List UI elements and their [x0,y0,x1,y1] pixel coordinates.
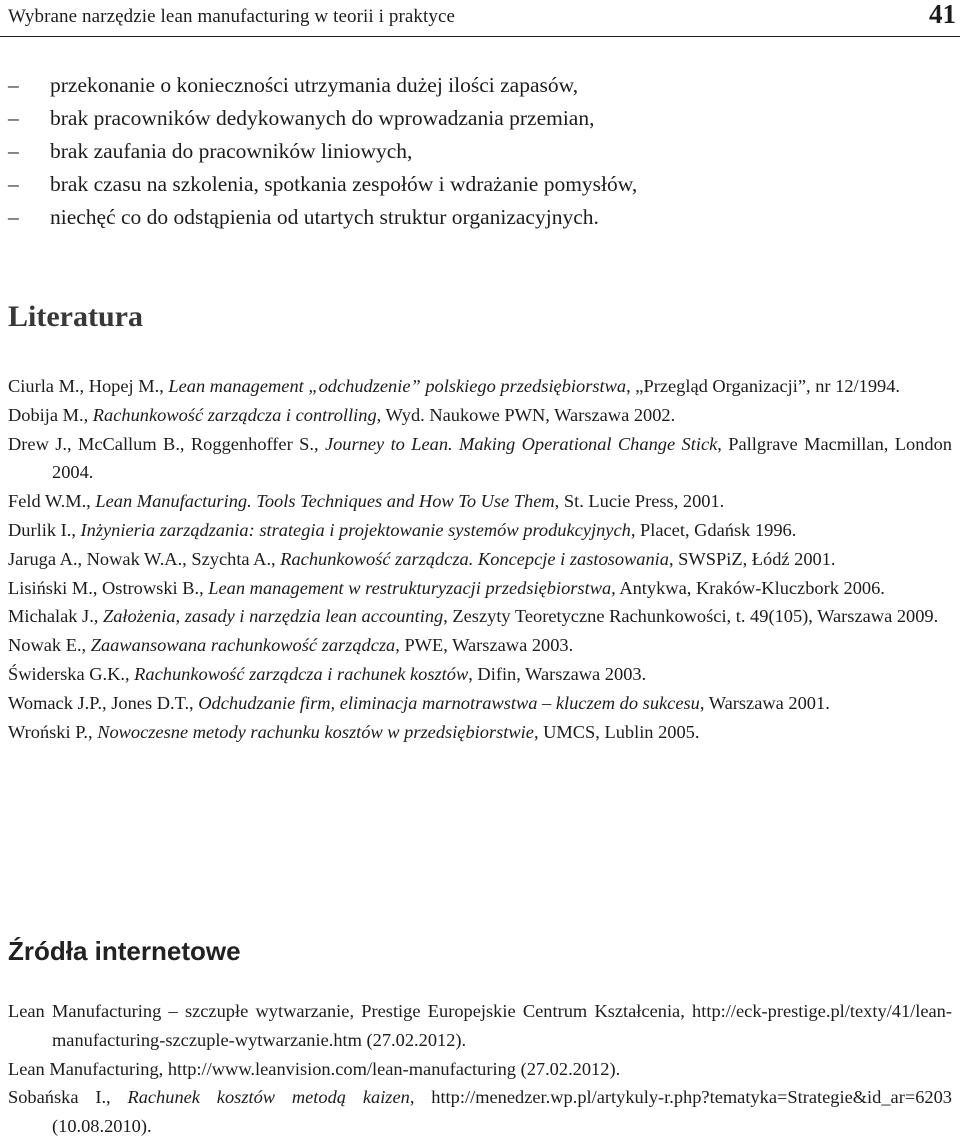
reference-title: Rachunkowość zarządcza. Koncepcje i zastosowania [280,548,669,569]
literatura-list [0,372,960,746]
reference-title: Rachunkowość zarządcza i controlling [92,404,377,425]
bullet-list [0,73,960,238]
reference-text: Ciurla M., Hopej M., [8,376,169,396]
reference-text: Lisiński M., Ostrowski B., [8,577,209,598]
reference-title: Rachunek kosztów metodą kaizen [127,1087,410,1108]
reference-text: , SWSPiZ, Łódź 2001. [668,548,836,569]
reference-text: Womack J.P., Jones D.T., [8,692,199,713]
reference-text: , Placet, Gdańsk 1996. [630,519,797,540]
bullet-item [0,172,960,205]
reference-text: Nowak E., [8,635,91,656]
reference-text: Drew J., McCallum B., Roggenhoffer S., [8,433,325,454]
reference-text: Świderska G.K., [8,663,135,684]
reference-text: Durlik I., [8,519,81,540]
zrodla-heading: Źródła internetowe [8,936,241,966]
reference-text: , Wyd. Naukowe PWN, Warszawa 2002. [376,404,676,425]
reference-title: Inżynieria zarządzania: strategia i projektowanie systemów produkcyjnych [80,519,631,540]
reference-title: Lean management w restrukturyzacji przedsiębiorstwa, [208,577,616,598]
bullet-text: przekonanie o konieczności utrzymania dużej ilości zapasów, [50,73,579,97]
reference-entry [0,689,960,718]
reference-text: , Pallgrave Macmillan, London 2004. [52,433,952,483]
bullet-text: niechęć co do odstąpienia od utartych struktur organizacyjnych. [50,205,599,229]
reference-text: Jaruga A., Nowak W.A., Szychta A., [8,548,281,569]
reference-entry [0,631,960,660]
bullet-item [0,205,960,238]
reference-title: Nowoczesne metody rachunku kosztów w przedsiębiorstwie [97,721,534,742]
reference-entry [0,574,960,603]
bullet-item [0,106,960,139]
reference-text: , UMCS, Lublin 2005. [533,721,700,742]
reference-text: , Difin, Warszawa 2003. [468,663,647,684]
reference-title: Journey to Lean. Making Operational Change Stick [324,433,718,454]
reference-entry [0,487,960,516]
reference-text: , Zeszyty Teoretyczne Rachunkowości, t. 49(105), Warszawa 2009. [443,606,939,627]
reference-entry [0,602,960,631]
reference-text: Lean Manufacturing, http://www.leanvision.com/lean-manufacturing (27.02.2012). [8,1058,621,1079]
bullet-text: brak zaufania do pracowników liniowych, [50,139,413,163]
reference-entry [0,430,960,488]
reference-text: Michalak J., [8,606,103,627]
reference-entry [0,372,960,401]
bullet-item [0,73,960,106]
reference-text: , St. Lucie Press, 2001. [554,491,725,512]
zrodla-list [0,997,960,1141]
bullet-dash: – [8,205,19,229]
reference-text: Wroński P., [8,721,98,742]
reference-text: Lean Manufacturing – szczupłe wytwarzanie, Prestige Europejskie Centrum Kształcenia, http://eck-prestige.pl/texty/41/lean-manufacturing-szczuple-wytwarzanie.htm (27.02.2012). [8,1001,952,1050]
reference-text: Sobańska I., [8,1087,128,1108]
bullet-dash: – [8,106,19,130]
reference-title: Założenia, zasady i narzędzia lean accounting [103,606,444,627]
reference-text: , PWE, Warszawa 2003. [395,635,574,656]
reference-entry [0,545,960,574]
reference-title: Zaawansowana rachunkowość zarządcza [90,635,396,656]
reference-entry [0,516,960,545]
bullet-text: brak pracowników dedykowanych do wprowadzania przemian, [50,106,595,130]
reference-title: Lean management „odchudzenie” polskiego przedsiębiorstwa [168,376,627,396]
reference-entry [0,1055,960,1084]
running-title: Wybrane narzędzie lean manufacturing w teorii i praktyce [8,6,456,27]
reference-text: Feld W.M., [8,491,96,512]
bullet-item [0,139,960,172]
reference-title: Lean Manufacturing. Tools Techniques and How To Use Them [95,491,555,512]
bullet-text: brak czasu na szkolenia, spotkania zespołów i wdrażanie pomysłów, [50,172,638,196]
reference-entry [0,718,960,747]
reference-entry [0,997,960,1055]
reference-text: Dobija M., [8,404,93,425]
reference-entry [0,660,960,689]
running-header [0,0,960,37]
reference-entry [0,401,960,430]
reference-entry [0,1083,960,1141]
bullet-dash: – [8,172,19,196]
bullet-dash: – [8,139,19,163]
reference-title: Rachunkowość zarządcza i rachunek kosztów [134,663,469,684]
reference-title: Odchudzanie firm, eliminacja marnotrawstwa – kluczem do sukcesu [198,692,700,713]
bullet-dash: – [8,73,19,97]
page-number: 41 [929,0,956,29]
reference-text: , Warszawa 2001. [699,692,830,713]
reference-text: , „Przegląd Organizacji”, nr 12/1994. [626,376,901,396]
literatura-heading: Literatura [8,300,143,333]
reference-text: , http://menedzer.wp.pl/artykuly-r.php?tematyka=Strategie&id_ar=6203 (10.08.2010). [52,1087,952,1137]
reference-text: Antykwa, Kraków-Kluczbork 2006. [615,577,885,598]
